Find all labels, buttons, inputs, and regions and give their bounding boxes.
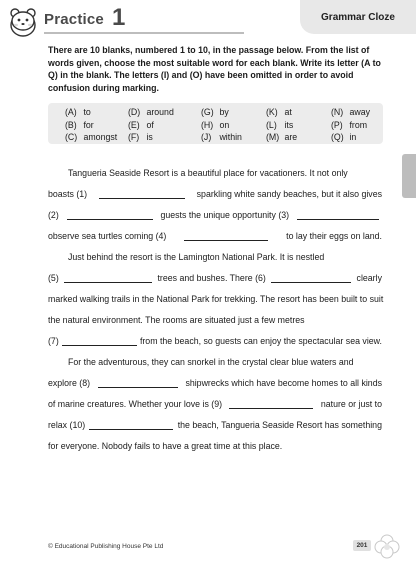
word-option: (B) for bbox=[65, 120, 94, 130]
passage-line: explore (8) shipwrecks which have become homes to all kinds bbox=[48, 378, 382, 388]
word-option: (M) are bbox=[266, 132, 298, 142]
passage-line: For the adventurous, they can snorkel in the crystal clear blue waters and bbox=[68, 357, 354, 367]
word-option: (G) by bbox=[201, 107, 229, 117]
copyright-notice: © Educational Publishing House Pte Ltd bbox=[48, 543, 164, 550]
hamster-mascot-icon bbox=[6, 3, 40, 39]
answer-blank-8[interactable] bbox=[98, 378, 178, 388]
word-option: (K) at bbox=[266, 107, 292, 117]
passage-line: relax (10) the beach, Tangueria Seaside Resort has something bbox=[48, 420, 382, 430]
word-option: (F) is bbox=[128, 132, 153, 142]
practice-number: 1 bbox=[112, 4, 126, 31]
passage-line: Just behind the resort is the Lamington National Park. It is nestled bbox=[68, 252, 325, 262]
passage-line: the natural environment. The rooms are situated just a few metres bbox=[48, 315, 305, 325]
answer-blank-5[interactable] bbox=[64, 273, 152, 283]
clover-icon bbox=[372, 532, 402, 562]
passage-line: (7) from the beach, so guests can enjoy the spectacular sea view. bbox=[48, 336, 382, 346]
answer-blank-4[interactable] bbox=[184, 231, 268, 241]
answer-blank-1[interactable] bbox=[99, 189, 185, 199]
side-thumb-tab bbox=[402, 154, 416, 198]
section-title-tab bbox=[300, 0, 416, 34]
passage-line: boasts (1) sparkling white sandy beaches, but it also gives bbox=[48, 189, 382, 199]
word-option: (N) away bbox=[331, 107, 370, 117]
header-divider bbox=[44, 32, 244, 34]
word-option: (D) around bbox=[128, 107, 174, 117]
word-option: (Q) in bbox=[331, 132, 357, 142]
practice-label: Practice bbox=[44, 11, 104, 28]
passage-line: marked walking trails in the National Park for trekking. The resort has been built to suit bbox=[48, 294, 384, 304]
answer-blank-3[interactable] bbox=[297, 210, 379, 220]
word-option: (A) to bbox=[65, 107, 91, 117]
instructions: There are 10 blanks, numbered 1 to 10, in the passage below. From the list of words given, choose the most suitable word for each blank. Write its letter (A to Q) in the blank. The letters (I) and (O) have been omitted in order to avoid confusion during marking. bbox=[48, 45, 381, 93]
word-option: (H) on bbox=[201, 120, 230, 130]
answer-blank-2[interactable] bbox=[67, 210, 153, 220]
word-list-box bbox=[48, 103, 383, 144]
word-option: (P) from bbox=[331, 120, 368, 130]
answer-blank-6[interactable] bbox=[271, 273, 351, 283]
answer-blank-7[interactable] bbox=[62, 336, 137, 346]
page-number: 201 bbox=[353, 540, 371, 551]
passage-line: (5) trees and bushes. There (6) clearly bbox=[48, 273, 382, 283]
word-option: (E) of bbox=[128, 120, 154, 130]
answer-blank-10[interactable] bbox=[89, 420, 173, 430]
passage-line: for everyone. Nobody fails to have a great time at this place. bbox=[48, 441, 283, 451]
page-header bbox=[0, 0, 416, 40]
passage-line: observe sea turtles coming (4) to lay their eggs on land. bbox=[48, 231, 382, 241]
section-title: Grammar Cloze bbox=[321, 11, 395, 23]
answer-blank-9[interactable] bbox=[229, 399, 313, 409]
word-option: (L) its bbox=[266, 120, 294, 130]
word-option: (J) within bbox=[201, 132, 242, 142]
passage-line: Tangueria Seaside Resort is a beautiful place for vacationers. It not only bbox=[68, 168, 348, 178]
passage-line: of marine creatures. Whether your love is (9) nature or just to bbox=[48, 399, 382, 409]
passage-line: (2) guests the unique opportunity (3) bbox=[48, 206, 382, 220]
word-option: (C) amongst bbox=[65, 132, 118, 142]
